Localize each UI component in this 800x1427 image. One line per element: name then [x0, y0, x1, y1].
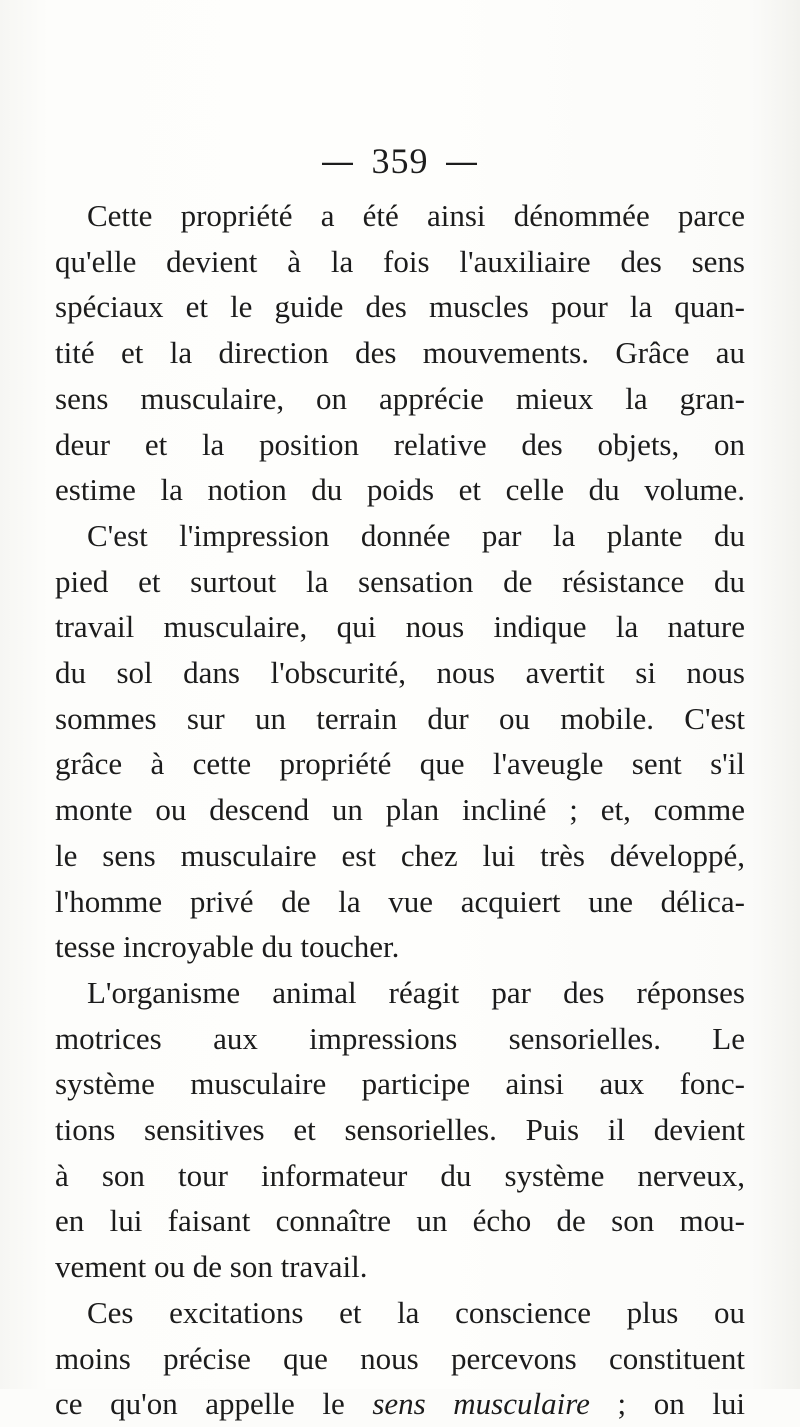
text-line: le sens musculaire est chez lui très développé,	[55, 837, 745, 873]
text-line: moins précise que nous percevons constituent	[55, 1340, 745, 1376]
text-line: du sol dans l'obscurité, nous avertit si nous	[55, 655, 745, 691]
text-line-mixed	[55, 1381, 745, 1427]
text-line: Cette propriété a été ainsi dénommée parce	[87, 198, 745, 233]
text-line: C'est l'impression donnée par la plante du	[87, 517, 745, 553]
text-line: monte ou descend un plan incliné ; et, comme	[55, 792, 745, 828]
text-line: motrices aux impressions sensorielles. Le	[55, 1020, 745, 1056]
text-line: qu'elle devient à la fois l'auxiliaire des sens	[55, 243, 745, 279]
text-line: tité et la direction des mouvements. Grâce au	[55, 335, 745, 371]
header-dash-right: —	[444, 142, 480, 182]
text-line: pied et surtout la sensation de résistance du	[55, 563, 745, 599]
text-line: l'homme privé de la vue acquiert une délica-	[55, 883, 745, 919]
text-line: en lui faisant connaître un écho de son mou-	[55, 1203, 745, 1239]
header-dash-left: —	[320, 142, 356, 182]
text-line: grâce à cette propriété que l'aveugle sent s'il	[55, 746, 745, 782]
text-segment: ce qu'on appelle le	[55, 1386, 373, 1422]
text-line: travail musculaire, qui nous indique la nature	[55, 609, 745, 645]
text-line: à son tour informateur du système nerveux,	[55, 1157, 745, 1193]
text-line: Ces excitations et la conscience plus ou	[87, 1294, 745, 1330]
text-line: sommes sur un terrain dur ou mobile. C'est	[55, 700, 745, 736]
body-text	[55, 193, 745, 1427]
page-number: 359	[371, 141, 429, 181]
page-header	[0, 140, 800, 182]
text-line: tesse incroyable du toucher.	[55, 929, 400, 965]
text-line: vement ou de son travail.	[55, 1249, 368, 1285]
text-line: estime la notion du poids et celle du volume.	[55, 472, 745, 508]
text-line: spéciaux et le guide des muscles pour la quan-	[55, 289, 745, 325]
text-line: sens musculaire, on apprécie mieux la gran-	[55, 380, 745, 416]
text-segment: ; on lui	[589, 1386, 746, 1422]
italic-term: sens musculaire	[372, 1386, 590, 1422]
text-line: système musculaire participe ainsi aux fonc-	[55, 1066, 745, 1102]
text-line: tions sensitives et sensorielles. Puis il devient	[55, 1112, 745, 1148]
text-line: deur et la position relative des objets, on	[55, 426, 745, 462]
text-line: L'organisme animal réagit par des réponses	[87, 974, 745, 1010]
